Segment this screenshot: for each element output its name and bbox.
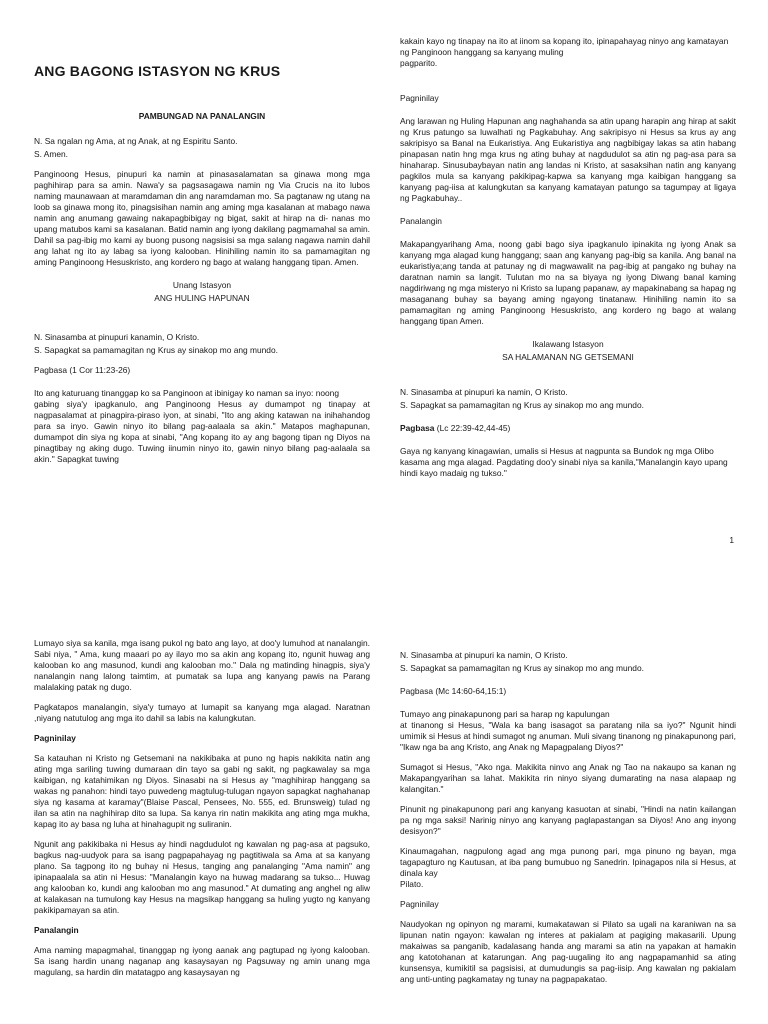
reading-1-body: gabing siya'y ipagkanulo, ang Panginoong Hesus ay dumampot ng tinapay at nagpasalamat at pinagpira-piraso iyon, at sinabi, "Ito ang aking katawan na inihahandog para sa inyo. Gawin ninyo ito bilang pag-aalaala sa akin." Matapos maghapunan, dumampot din siya ng kopa at sinabi, "Ang kopang ito ay ang bagong tipan ng Diyos na pinagtibay ng aking dugo. Tuwing iinumin ninyo ito, gawin ninyo bilang pag-aalaala sa akin." Sapagkat tuwing <box>34 399 370 464</box>
page-number: 1 <box>729 535 734 545</box>
adoration-leader: N. Sinasamba at pinupuri kanamin, O Kristo. <box>34 332 200 342</box>
reading-3-reference: Pagbasa (Mc 14:60-64,15:1) <box>400 686 507 696</box>
page1-right-column <box>400 36 736 488</box>
reading-2-text <box>400 446 736 479</box>
adoration-2-response: S. Sapagkat sa pamamagitan ng Krus ay sinakop mo ang mundo. <box>400 400 644 410</box>
reading-3-p4 <box>400 846 736 890</box>
station-2-label: Ikalawang Istasyon <box>532 339 604 349</box>
reading-2-line-3: hindi kayo madaig ng tukso." <box>400 468 507 478</box>
reflection-2-p2: Ngunit ang pakikibaka ni Hesus ay hindi nagdudulot ng kawalan ng pag-asa at pagsuko, bagkus nag-uudyok para sa isang pagpapahayag ng pagtitiwala sa Ama at sa kanyang plano. Sa tagpong ito ng buhay ni Hesus, tanging ang panalanging "Ama namin" ang ipinapaalala sa atin ni Hesus: "Manalangin kayo na huwag madarang sa tukso... Huwag ang kalooban ko, kundi ang kalooban mo ang masunod." At dumating ang anghel ng aliw at kalakasan na tumulong kay Hesus na magsikap hanggang sa huling yugto ng kanyang pakikipamayan sa atin. <box>34 839 370 915</box>
prayer-2-label: Panalangin <box>34 925 79 935</box>
reading-1-cont-text: kakain kayo ng tinapay na ito at iinom sa kopang ito, ipinapahayag ninyo ang kamatayan ng Panginoon hanggang sa kanyang muling <box>400 36 729 57</box>
reading-1-cont-end: pagparito. <box>400 58 438 68</box>
reading-2-cont-p1: Lumayo siya sa kanila, mga isang pukol ng bato ang layo, at doo'y lumuhod at nanalangin. Sabi niya, " Ama, kung maaari po ay ilayo mo sa akin ang kopang ito, ngunit huwag ang kalooban ko ang masunod, kundi ang kalooban mo." Dala ng matinding hinagpis, siya'y nanalangin nang lalong taimtim, at pumatak sa lupa ang kanyang pawis na Parang malalaking patak ng dugo. <box>34 638 370 692</box>
reflection-3-text: Naudyokan ng opinyon ng marami, kumakatawan si Pilato sa ugali na karaniwan na sa lipunan natin ngayon: kawalan ng interes at pakialam at pagiging makasarili. Upung makaiwas sa panganib, kadalasang handa ang marami sa atin na yapakan at hamakin ang katotohanan at katarungan. Ang pag-uugaling ito ang nagpapamanhid sa ating kunsensya, kumikitil sa pagsisisi, at dumudungis sa pag-iisip. Ang kawalan ng pakialam ang unti-unting pagkamatay ng tunay na pagpapakatao. <box>400 919 736 984</box>
reading-3-p1-rest: at tinanong si Hesus, "Wala ka bang isasagot sa paratang nila sa iyo?" Ngunit hindi umimik si Hesus at hindi sumagot ng anuman. Muli sivang tinanong ng pinakapunong pari, "Ikaw nga ba ang Kristo, ang Anak ng Mapagpalang Diyos?" <box>400 720 736 752</box>
page1-left-column <box>34 38 370 474</box>
reflection-1-text: Ang larawan ng Huling Hapunan ang naghahanda sa atin upang harapin ang hirap at sakit ng Krus patungo sa luwalhati ng Pagkabuhay. Ang sakripisyo ni Hesus sa krus ay ang sakripisyo sa Banal na Eukaristiya. Ang Eukaristiya ang nagbibigay lakas sa atin habang pinapasan natin hng mga krus ng ating buhay at nagdudulot sa atin ng pag-asa para sa hinaharap. Sinusubaybayan natin ang landas ni Kristo, at sasaksihan natin ang kanyang pagkilos mula sa kanyang pakikipag-kapwa sa kanyang mga kaibigan hanggang sa kanyang pag-iisa at kalungkutan sa kanyang kamatayan patungo sa tagumpay at ligaya ng Pagkabuhay.. <box>400 116 736 203</box>
reading-2-line-1: Gaya ng kanyang kinagawian, umalis si Hesus at nagpunta sa Bundok ng mga Olibo <box>400 446 714 456</box>
reading-1-reference: Pagbasa (1 Cor 11:23-26) <box>34 365 131 375</box>
reading-2-reference <box>400 423 736 434</box>
sign-of-cross-response: S. Amen. <box>34 149 68 159</box>
reading-3-p1 <box>400 709 736 753</box>
prayer-1-text: Makapangyarihang Ama, noong gabi bago siya ipagkanulo ipinakita ng iyong Anak sa kanyang mga alagad kung hanggang; saan ang kanyang pag-ibig sa kanila. Ang banal na eukaristiya;ang tanda at patunay ng di magwawalit na pag-ibig at pangako ng buhay na daratnan namin sa langit. Tulutan mo na sa biyaya ng iyong Diwang banal kaming nagdiriwang ng mga misteryo ni Kristo sa lupang papanaw, ay mapakinabang sa hapag ng masaganang buhay sa bayang aming ngayong tinatanaw. Hinihiling namin ito sa pamamagitan ng aming Panginoong Hesuskristo, ang kordero ng bago at walang hanggang tipan Amen. <box>400 239 736 326</box>
reflection-2-p1: Sa katauhan ni Kristo ng Getsemani na nakikibaka at puno ng hapis nakikita natin ang ating mga sariling tuwing dumaraan din tayo sa gabi ng sakit, ng pagkawalay sa mga kaibigan, ng katahimikan ng Diyos. Sinasabi na si Hesus ay "maghihirap hanggang sa wakas ng panahon: hindi tayo puwedeng magtulug-tulugan ngayon sapagkat naghahanap siya ng kasama at karamay"(Blaise Pascal, Pensees, No. 555, ed. Brunsweig) tulad ng ilan sa atin na naghihirap dito sa lupa. Sa kanya rin natin makikita ang ating mga mukha, kapag ito ay basa ng luha at hinahagupit ng suliranin. <box>34 753 370 829</box>
page-gap <box>0 565 768 610</box>
adoration-2-leader: N. Sinasamba at pinupuri ka namin, O Kristo. <box>400 387 568 397</box>
reflection-1-label: Pagninilay <box>400 93 439 103</box>
reading-2-label: Pagbasa <box>400 423 435 433</box>
reading-3-p4-end: Pilato. <box>400 879 424 889</box>
reading-3-first-line: Tumayo ang pinakapunong pari sa harap ng kapulungan <box>400 709 610 719</box>
station-1-title: ANG HULING HAPUNAN <box>154 293 250 303</box>
reading-3-p2: Sumagot si Hesus, "Ako nga. Makikita ninvo ang Anak ng Tao na nakaupo sa kanan ng Makapangyarihan sa lahat. Makikita rin ninyo siyang dumarating na nasa alapaap ng kalangitan." <box>400 762 736 794</box>
prayer-1-label: Panalangin <box>400 216 442 226</box>
reading-2-ref: (Lc 22:39-42,44-45) <box>434 423 511 433</box>
page2-left-column <box>34 638 370 987</box>
page2-right-column <box>400 650 736 994</box>
reading-3-p3: Pinunit ng pinakapunong pari ang kanyang kasuotan at sinabi, "Hindi na natin kailangan pa ng mga saksi! Narinig ninyo ang kanyang paglapastangan sa Diyos! Ano ang inyong desisyon?" <box>400 804 736 836</box>
adoration-3-leader: N. Sinasamba at pinupuri ka namin, O Kristo. <box>400 650 568 660</box>
opening-prayer-heading: PAMBUNGAD NA PANALANGIN <box>138 111 266 121</box>
document-page-2 <box>0 610 768 1024</box>
station-1-label: Unang Istasyon <box>172 280 232 290</box>
sign-of-cross-leader: N. Sa ngalan ng Ama, at ng Anak, at ng Espiritu Santo. <box>34 136 238 146</box>
document-title: ANG BAGONG ISTASYON NG KRUS <box>34 63 281 79</box>
reading-1-continuation <box>400 36 736 69</box>
reflection-2-label: Pagninilay <box>34 733 76 743</box>
adoration-3-response: S. Sapagkat sa pamamagitan ng Krus ay sinakop mo ang mundo. <box>400 663 644 673</box>
reading-2-cont-p2: Pagkatapos manalangin, siya'y tumayo at lumapit sa kanyang mga alagad. Naratnan ,niyang natutulog ang mga ito dahil sa labis na kalungkutan. <box>34 702 370 723</box>
adoration-response: S. Sapagkat sa pamamagitan ng Krus ay sinakop mo ang mundo. <box>34 345 278 355</box>
reading-3-p4-text: Kinaumagahan, nagpulong agad ang mga punong pari, mga pinuno ng bayan, mga tagapagturo ng Kautusan, at iba pang bumubuo ng Sanedrin. Ipinagapos nila si Hesus, at dinala kay <box>400 846 736 878</box>
prayer-2-text: Ama naming mapagmahal, tinanggap ng iyong aanak ang pagtupad ng iyong kalooban. Sa isang hardin unang naganap ang kasaysayan ng Pagsuway ng amin unang mga magulang, sa hardin din matatagpo ang kasaysayan ng <box>34 945 370 977</box>
reading-2-line-2: kasama ang mga alagad. Pagdating doo'y sinabi niya sa kanila,"Manalangin kayo upang <box>400 457 728 467</box>
opening-prayer-text: Panginoong Hesus, pinupuri ka namin at pinasasalamatan sa ginawa mong mga paghihirap para sa amin. Nawa'y sa pagsasagawa namin ng Via Crucis na ito lubos naming maunawaan at maramdaman din ang naramdaman mo. Sa pagtanaw ng utang na loob sa ginawa mong ito, pinagsisihan namin ang aming mga kasalanan at mabago nawa namin ang anumang gawaing nakapagbibigay ng bigat, sakit at hirap na di- nanas mo upang matubos kami sa kasalanan. Batid namin ang iyong dakilang pagmamahal sa amin. Dahil sa pag-ibig mo kami ay buong pusong nagsisisi sa mga salang nagawa namin dahil ang lahat ng ito ay labag sa iyong kalooban. Hinihiling namin ito sa pamamagitan ng aming Panginoong Hesuskristo, ang kordero ng bago at walang hanggang tipan. Amen. <box>34 169 370 267</box>
reading-1-first-line: Ito ang katuruang tinanggap ko sa Panginoon at ibinigay ko naman sa inyo: noong <box>34 388 339 398</box>
reflection-3-label: Pagninilay <box>400 899 439 909</box>
station-2-title: SA HALAMANAN NG GETSEMANI <box>502 352 634 362</box>
